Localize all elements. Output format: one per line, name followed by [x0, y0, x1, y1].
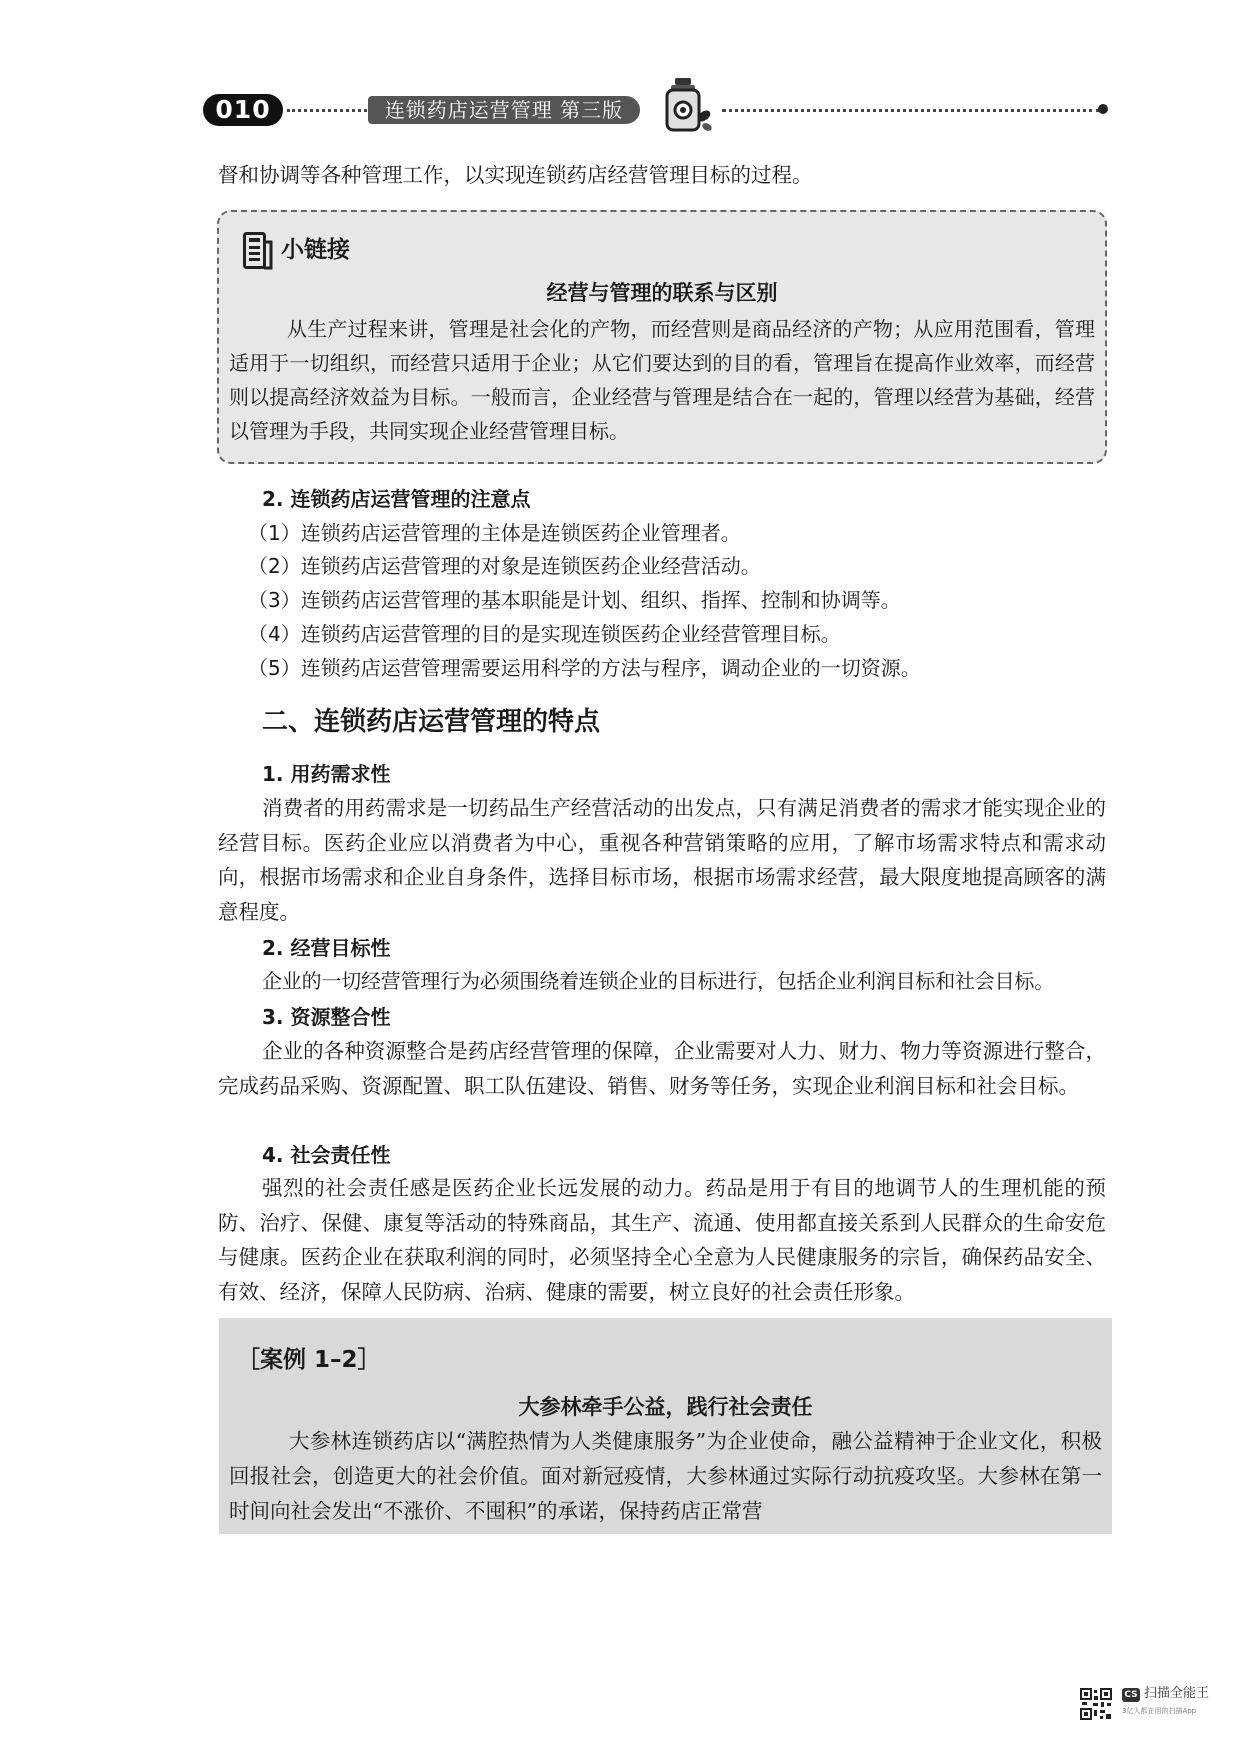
point-heading: 1. 用药需求性: [262, 762, 391, 786]
notes-heading: 2. 连锁药店运营管理的注意点: [262, 487, 531, 511]
scanner-watermark: [1080, 1678, 1220, 1732]
link-box-subtitle: 经营与管理的联系与区别: [546, 281, 778, 305]
document-link-icon: [243, 232, 273, 270]
watermark-brand: 扫描全能王: [1144, 1686, 1210, 1701]
notes-item: （4）连锁药店运营管理的目的是实现连锁医药企业经营管理目标。: [248, 622, 841, 646]
medicine-bottle-icon: [662, 76, 718, 134]
cs-logo-badge: CS: [1122, 1688, 1140, 1702]
link-box: [217, 210, 1107, 464]
point-heading: 3. 资源整合性: [262, 1005, 391, 1029]
header-dotted-rule-left: [287, 109, 367, 112]
qr-code-icon: [1080, 1688, 1112, 1720]
header-rule-end-dot: [1098, 104, 1108, 114]
point-body: 消费者的用药需求是一切药品生产经营活动的出发点，只有满足消费者的需求才能实现企业的经营目标。医药企业应以消费者为中心，重视各种营销策略的应用，了解市场需求特点和需求动向，根据市场需求和企业自身条件，选择目标市场，根据市场需求经营，最大限度地提高顾客的满意程度。: [218, 796, 1106, 924]
point-heading: 4. 社会责任性: [262, 1143, 391, 1167]
link-box-title: 小链接: [281, 237, 350, 263]
page-header: [0, 0, 1239, 150]
notes-item: （3）连锁药店运营管理的基本职能是计划、组织、指挥、控制和协调等。: [248, 588, 901, 612]
case-body: 大参林连锁药店以“满腔热情为人类健康服务”为企业使命，融公益精神于企业文化，积极回报社会，创造更大的社会价值。面对新冠疫情，大参林通过实际行动抗疫攻坚。大参林在第一时间向社会发出“不涨价、不囤积”的承诺，保持药店正常营: [229, 1429, 1102, 1523]
notes-item: （1）连锁药店运营管理的主体是连锁医药企业管理者。: [248, 521, 741, 545]
point-body: 企业的各种资源整合是药店经营管理的保障，企业需要对人力、财力、物力等资源进行整合，完成药品采购、资源配置、职工队伍建设、销售、财务等任务，实现企业利润目标和社会目标。: [218, 1039, 1106, 1098]
watermark-tagline: 3亿人都在用的扫描App: [1122, 1707, 1197, 1715]
book-title: 连锁药店运营管理 第三版: [368, 96, 640, 124]
notes-item: （5）连锁药店运营管理需要运用科学的方法与程序，调动企业的一切资源。: [248, 656, 921, 680]
point-body: 企业的一切经营管理行为必须围绕着连锁企业的目标进行，包括企业利润目标和社会目标。: [262, 969, 1054, 993]
point-body: 强烈的社会责任感是医药企业长远发展的动力。药品是用于有目的地调节人的生理机能的预防、治疗、保健、康复等活动的特殊商品，其生产、流通、使用都直接关系到人民群众的生命安危与健康。医药企业在获取利润的同时，必须坚持全心全意为人民健康服务的宗旨，确保药品安全、有效、经济，保障人民防病、治病、健康的需要，树立良好的社会责任形象。: [218, 1176, 1106, 1304]
header-dotted-rule-right: [722, 109, 1100, 112]
intro-line: 督和协调等各种管理工作，以实现连锁药店经营管理目标的过程。: [218, 163, 813, 187]
case-title: 大参林牵手公益，践行社会责任: [518, 1395, 813, 1419]
case-box: [219, 1318, 1112, 1534]
section-heading: 二、连锁药店运营管理的特点: [262, 707, 601, 737]
point-heading: 2. 经营目标性: [262, 936, 391, 960]
case-label: ［案例 1–2］: [237, 1347, 381, 1373]
link-box-body: 从生产过程来讲，管理是社会化的产物，而经营则是商品经济的产物；从应用范围看，管理适用于一切组织，而经营只适用于企业；从它们要达到的目的看，管理旨在提高作业效率，而经营则以提高经济效益为目标。一般而言，企业经营与管理是结合在一起的，管理以经营为基础，经营以管理为手段，共同实现企业经营管理目标。: [229, 317, 1095, 443]
notes-item: （2）连锁药店运营管理的对象是连锁医药企业经营活动。: [248, 554, 761, 578]
page-number: 010: [203, 94, 283, 126]
